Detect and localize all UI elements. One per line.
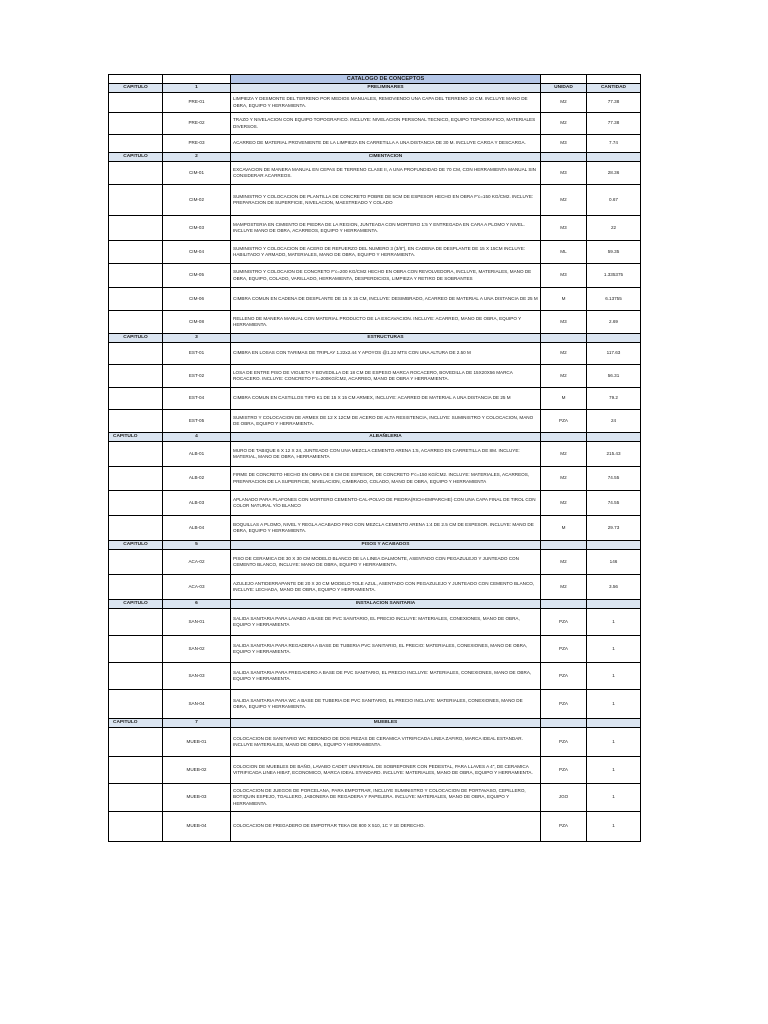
chapter-spacer-cell [109, 690, 163, 719]
chapter-number: 5 [163, 541, 231, 550]
concept-unit: M2 [541, 365, 587, 388]
chapter-spacer-cell [109, 663, 163, 690]
table-row [109, 388, 641, 410]
concept-code: MUEB-02 [163, 757, 231, 784]
column-header-blank [541, 719, 587, 728]
concept-code: CIM-02 [163, 185, 231, 216]
concept-unit: M [541, 516, 587, 541]
chapter-spacer-cell [109, 93, 163, 113]
chapter-spacer-cell [109, 575, 163, 600]
column-header-blank [587, 433, 641, 442]
chapter-header-row [109, 84, 641, 93]
table-row [109, 636, 641, 663]
concept-unit: PZA [541, 812, 587, 842]
chapter-number: 2 [163, 153, 231, 162]
concept-quantity: 22 [587, 216, 641, 241]
concept-description: ACARREO DE MATERIAL PROVENIENTE DE LA LIMPIEZA EN CARRETILLA A UNA DISTANCIA DE 30 M. INCLUYE CARGA Y DESCARGA. [231, 135, 541, 153]
concept-code: PRE-02 [163, 113, 231, 135]
concept-unit: PZA [541, 663, 587, 690]
concept-unit: M2 [541, 467, 587, 491]
chapter-spacer-cell [109, 113, 163, 135]
chapter-header-row [109, 541, 641, 550]
concept-unit: M2 [541, 343, 587, 365]
concept-description: LOSA DE ENTRE PISO DE VIGUETA Y BOVEDILLA DE 18 CM DE ESPESO MARCA ROCACERO, BOVEDILLA DE 15X20X56 MARCA ROCACERO. INCLUYE: CONCRETO F'c=200KG/CM2, ACARREO, MANO DE OBRA Y HERRAMIENTA. [231, 365, 541, 388]
concept-unit: M2 [541, 550, 587, 575]
chapter-number: 3 [163, 334, 231, 343]
concept-description: SUMINISTRO Y COLOCACION DE ACERO DE REFUERZO DEL NUMERO 3 (3/8"), EN CADENA DE DESPLANTE DE 15 X 15CM INCLUYE: HABILITADO Y ARMADO, MATERIALES, MANO DE OBRA, EQUIPO Y HERRAMIENTA. [231, 241, 541, 264]
concept-unit: PZA [541, 757, 587, 784]
chapter-spacer-cell [109, 636, 163, 663]
concept-quantity: 74.55 [587, 491, 641, 516]
chapter-spacer-cell [109, 162, 163, 185]
concept-quantity: 77.38 [587, 113, 641, 135]
concept-description: PISO DE CERAMICA DE 30 X 30 CM MODELO BLANCO DE LA LINEA DALMONTE, ASENTADO CON PEGAZULEJO Y JUNTEADO CON CEMENTO BLANCO, INCLUYE: MANO DE OBRA, EQUIPO Y HERRAMIENTA. [231, 550, 541, 575]
concept-quantity: 59.35 [587, 241, 641, 264]
column-header-unidad: UNIDAD [541, 84, 587, 93]
concept-quantity: 1 [587, 757, 641, 784]
chapter-header-row [109, 433, 641, 442]
table-row [109, 784, 641, 812]
chapter-spacer-cell [109, 410, 163, 433]
concept-unit: ML [541, 241, 587, 264]
concept-quantity: 79.2 [587, 388, 641, 410]
concept-quantity: 117.63 [587, 343, 641, 365]
concept-description: COLOCACION DE FREGADERO DE EMPOTRAR TEKA DE 800 X 510, 1C Y 1E DERECHO. [231, 812, 541, 842]
concept-unit: PZA [541, 410, 587, 433]
table-row [109, 410, 641, 433]
table-row [109, 757, 641, 784]
concept-code: CIM-04 [163, 241, 231, 264]
concept-quantity: 1 [587, 636, 641, 663]
title-row [109, 75, 641, 84]
table-row [109, 550, 641, 575]
concept-code: ACA-02 [163, 550, 231, 575]
concept-code: EST-04 [163, 388, 231, 410]
concept-unit: M3 [541, 311, 587, 334]
table-row [109, 113, 641, 135]
concept-quantity: 6.13755 [587, 288, 641, 311]
concept-description: SUMINISTRO Y COLOCAION DE CONCRETO F'c=200 KG/CM2 HECHO EN OBRA CON REVOLVEDORA, INCLUYE, MATERIALES, MANO DE OBRA, EQUIPO, COLADO, VARILLADO, HERRAMIENTA, DESPERDICIOS, LIMPIEZA Y RETIRO DE SOBRANTES [231, 264, 541, 288]
chapter-number: 6 [163, 600, 231, 609]
concept-quantity: 1 [587, 784, 641, 812]
concept-description: CIMBRA EN LOSAS CON TARIMAS DE TRIPLAY 1.22x2.44 Y APOYOS @1.22 MTS CON UNA ALTURA DE 2.50 M [231, 343, 541, 365]
concept-quantity: 0.67 [587, 185, 641, 216]
concept-code: PRE-01 [163, 93, 231, 113]
chapter-label: CAPITULO [109, 153, 163, 162]
chapter-header-row [109, 153, 641, 162]
table-row [109, 609, 641, 636]
table-row [109, 467, 641, 491]
chapter-name: PISOS Y ACABADOS [231, 541, 541, 550]
concept-description: SALIDA SANITARIA PARA REGADERA A BASE DE TUBERIA PVC SANITARIO, EL PRECIO: MATERIALES, CONEXIONES, MANO DE OBRA, EQUIPO Y HERRAMIENTA. [231, 636, 541, 663]
concept-description: AZULEJO ANTIDERRAPANTE DE 20 X 20 CM MODELO TOLE AZUL, ASENTADO CON PEGAZULEJO Y JUNTEADO CON CEMENTO BLANCO, INCLUYE: LECHADA, MANO DE OBRA, EQUIPO Y HERRAMIENTA. [231, 575, 541, 600]
concept-code: MUEB-03 [163, 784, 231, 812]
column-header-blank [541, 334, 587, 343]
table-row [109, 663, 641, 690]
concept-description: EXCAVACION DE MANERA MANUAL EN CEPAS DE TERRENO CLASE II, A UNA PROFUNDIDAD DE 70 CM, CON HERRAMIENTA MANUAL SIN CONSIDERAR ACARREOS. [231, 162, 541, 185]
concept-unit: M2 [541, 113, 587, 135]
table-row [109, 162, 641, 185]
concept-description: TRAZO Y NIVELACION CON EQUIPO TOPOGRAFICO. INCLUYE: NIVELACION PERSONAL TECNICO, EQUIPO TOPOGRAFICO, MATERIALES DIVERSOS. [231, 113, 541, 135]
concept-unit: M3 [541, 216, 587, 241]
table-row [109, 135, 641, 153]
column-header-blank [541, 541, 587, 550]
table-row [109, 728, 641, 757]
concept-code: EST-02 [163, 365, 231, 388]
concept-catalog-sheet [108, 74, 640, 842]
concept-code: ALB-02 [163, 467, 231, 491]
column-header-blank [587, 541, 641, 550]
chapter-spacer-cell [109, 609, 163, 636]
concept-unit: M2 [541, 93, 587, 113]
chapter-spacer-cell [109, 442, 163, 467]
concept-description: MURO DE TABIQUE 6 X 12 X 24, JUNTEADO CON UNA MEZCLA CEMENTO ARENA 1:5, ACARREO EN CARRETILLA DE 8M. INCLUYE: MATERIAL, MANO DE OBRA, HERRAMIENTA [231, 442, 541, 467]
concept-description: SALIDA SANITARIA PARA FREGADERO A BASE DE PVC SANITARIO, EL PRECIO INCLUYE: MATERIALES, CONEXIONES, MANO DE OBRA, EQUIPO Y HERRAMIENTA. [231, 663, 541, 690]
concept-code: MUEB-01 [163, 728, 231, 757]
concept-code: SAN-03 [163, 663, 231, 690]
concept-code: CIM-05 [163, 264, 231, 288]
chapter-spacer-cell [109, 185, 163, 216]
catalog-title: CATALOGO DE CONCEPTOS [231, 75, 541, 84]
concept-code: SAN-04 [163, 690, 231, 719]
chapter-name: ALBAÑILERIA [231, 433, 541, 442]
concept-description: CIMBRA COMUN EN CASTILLOS TIPO K1 DE 15 X 15 CM ARMEX, INCLUYE: ACARREO DE MATERIAL A UNA DISTANCIA DE 25 M [231, 388, 541, 410]
concept-description: COLOCION DE MUEBLES DE BAÑO, LAVABO CADET UNIVERSAL DE SOBREPONER CON PEDESTAL, PARA LLAVES A 4", DE CERAMICA VITRIFICADA LINEA HIBAT, ECONOMICO, MARCA IDEAL STANDARD. INCLUYE: MATERIALES, MANO DE OBRA, EQUIPO Y HERRAMIENTA. [231, 757, 541, 784]
table-row [109, 516, 641, 541]
chapter-name: MUEBLES [231, 719, 541, 728]
column-header-cantidad: CANTIDAD [587, 84, 641, 93]
column-header-blank [587, 719, 641, 728]
table-row [109, 812, 641, 842]
concept-description: BOQUILLAS A PLOMO, NIVEL Y REGLA ACABADO FINO CON MEZCLA CEMENTO ARENA 1:4 DE 2.5 CM DE ESPESOR. INCLUYE: MANO DE OBRA, EQUIPO Y HERRAMIENTA. [231, 516, 541, 541]
chapter-number: 7 [163, 719, 231, 728]
concept-description: COLOCACION DE JUEGOS DE PORCELANA, PARA EMPOTRAR, INCLUYE SUMINISTRO Y COLOCACION DE PORTAVASO, CEPILLERO, BOTIQUIN ESPEJO, TOALLERO, JABONERA DE REGADERA Y PAPELERA. INCLUYE: MATERIALES, MANO DE OBRA, EQUIPO Y HERRAMIENTA. [231, 784, 541, 812]
concept-description: LIMPIEZA Y DESMONTE DEL TERRENO POR MEDIOS MANUALES, REMOVIENDO UNA CAPA DEL TERRENO 10 CM. INCLUYE MANO DE OBRA, EQUIPO Y HERRAMIENTA. [231, 93, 541, 113]
chapter-name: CIMENTACION [231, 153, 541, 162]
concept-code: SAN-02 [163, 636, 231, 663]
column-header-blank [587, 334, 641, 343]
concept-quantity: 28.36 [587, 162, 641, 185]
concept-description: SALIDA SANITARIA PARA WC A BASE DE TUBERIA DE PVC SANITARIO, EL PRECIO INCLUYE: MATERIALES, CONEXIONES, MANO DE OBRA, EQUIPO Y HERRAMIENTA. [231, 690, 541, 719]
table-row [109, 343, 641, 365]
chapter-spacer-cell [109, 311, 163, 334]
concept-quantity: 1 [587, 728, 641, 757]
chapter-spacer-cell [109, 550, 163, 575]
concept-quantity: 56.31 [587, 365, 641, 388]
chapter-name: PRELIMINARES [231, 84, 541, 93]
concept-unit: PZA [541, 636, 587, 663]
chapter-spacer-cell [109, 728, 163, 757]
concept-code: CIM-03 [163, 216, 231, 241]
concept-unit: PZA [541, 690, 587, 719]
concept-unit: PZA [541, 728, 587, 757]
table-row [109, 575, 641, 600]
concept-code: MUEB-04 [163, 812, 231, 842]
table-row [109, 241, 641, 264]
chapter-label: CAPITULO [109, 334, 163, 343]
concept-code: CIM-06 [163, 288, 231, 311]
concept-code: SAN-01 [163, 609, 231, 636]
chapter-header-row [109, 334, 641, 343]
chapter-number: 4 [163, 433, 231, 442]
concept-unit: M [541, 288, 587, 311]
concept-unit: M3 [541, 135, 587, 153]
chapter-name: INSTALACION SANITARIA [231, 600, 541, 609]
concept-quantity: 1 [587, 690, 641, 719]
table-row [109, 288, 641, 311]
concept-quantity: 1 [587, 663, 641, 690]
concept-quantity: 1.335375 [587, 264, 641, 288]
table-row [109, 365, 641, 388]
chapter-spacer-cell [109, 241, 163, 264]
concept-description: FIRME DE CONCRETO HECHO EN OBRA DE 8 CM DE ESPESOR, DE CONCRETO F'c=150 KG/CM2. INCLUYE: MATERIALES, ACARREOS, PREPARACION DE LA SUPERFICIE, NIVELACION, CIMBRADO, COLADO, MANO DE OBRA, EQUIPO Y HERRAMIENTA [231, 467, 541, 491]
concept-unit: JGO [541, 784, 587, 812]
table-row [109, 690, 641, 719]
table-row [109, 491, 641, 516]
concept-description: APLANADO PARA PLAFONES CON MORTERO CEMENTO-CAL-POLVO DE PIEDRA(RICH-EMPARCHE) CON UNA CAPA FINAL DE TIROL CON COLOR NATURAL Y/O BLANCO [231, 491, 541, 516]
concept-code: EST-01 [163, 343, 231, 365]
concept-unit: M2 [541, 491, 587, 516]
table-row [109, 216, 641, 241]
concept-unit: PZA [541, 609, 587, 636]
column-header-blank [587, 153, 641, 162]
column-header-blank [541, 600, 587, 609]
concept-description: RELLENO DE MANERA MANUAL CON MATERIAL PRODUCTO DE LA EXCAVACION. INCLUYE: ACARREO, MANO DE OBRA, EQUIPO Y HERRAMIENTA. [231, 311, 541, 334]
concept-code: ALB-03 [163, 491, 231, 516]
concept-quantity: 2.69 [587, 311, 641, 334]
concept-quantity: 1 [587, 609, 641, 636]
concept-quantity: 215.43 [587, 442, 641, 467]
chapter-spacer-cell [109, 264, 163, 288]
concept-code: ACA-03 [163, 575, 231, 600]
chapter-number: 1 [163, 84, 231, 93]
chapter-label: CAPITULO [109, 84, 163, 93]
table-row [109, 311, 641, 334]
concept-unit: M [541, 388, 587, 410]
concept-description: MAMPOSTERIA EN CIMIENTO DE PIEDRA DE LA REGION, JUNTEADA CON MORTERO 1:5 Y ENTREGADA EN CARA A PLOMO Y NIVEL. INCLUYE MANO DE OBRA, ACARREOS, EQUIPO Y HERRAMIENTA. [231, 216, 541, 241]
table-row [109, 264, 641, 288]
column-header-blank [587, 600, 641, 609]
chapter-spacer-cell [109, 757, 163, 784]
concept-quantity: 1 [587, 812, 641, 842]
concept-code: ALB-01 [163, 442, 231, 467]
table-row [109, 442, 641, 467]
concept-code: CIM-01 [163, 162, 231, 185]
chapter-spacer-cell [109, 288, 163, 311]
chapter-label: CAPITULO [109, 600, 163, 609]
chapter-spacer-cell [109, 135, 163, 153]
chapter-spacer-cell [109, 388, 163, 410]
concept-code: PRE-03 [163, 135, 231, 153]
concept-description: SALIDA SANITARIA PARA LAVABO A BASE DE PVC SANITARIO, EL PRECIO INCLUYE: MATERIALES, CONEXIONES, MANO DE OBRA, EQUIPO Y HERRAMIENTA [231, 609, 541, 636]
concept-quantity: 77.38 [587, 93, 641, 113]
chapter-spacer-cell [109, 467, 163, 491]
concept-quantity: 7.74 [587, 135, 641, 153]
column-header-blank [541, 153, 587, 162]
concept-description: CIMBRA COMUN EN CADENA DE DESPLANTE DE 15 X 15 CM, INCLUYE: DESIMBRADO, ACARREO DE MATERIAL A UNA DISTANCIA DE 25 M [231, 288, 541, 311]
chapter-name: ESTRUCTURAS [231, 334, 541, 343]
concept-code: CIM-08 [163, 311, 231, 334]
concept-unit: M2 [541, 185, 587, 216]
concept-description: SUMISTRO Y COLOCACION DE ARMEX DE 12 X 12CM DE ACERO DE ALTA RESISTENCIA, INCLUYE: SUMINISTRO Y COLOCACION, MANO DE OBRA, EQUIPO Y HERRAMIENTA. [231, 410, 541, 433]
concept-quantity: 3.56 [587, 575, 641, 600]
concept-quantity: 146 [587, 550, 641, 575]
chapter-spacer-cell [109, 812, 163, 842]
chapter-header-row [109, 600, 641, 609]
chapter-spacer-cell [109, 365, 163, 388]
concept-unit: M3 [541, 162, 587, 185]
chapter-spacer-cell [109, 516, 163, 541]
chapter-spacer-cell [109, 343, 163, 365]
concept-code: ALB-04 [163, 516, 231, 541]
table-row [109, 93, 641, 113]
concept-description: SUMINISTRO Y COLOCACION DE PLANTILLA DE CONCRETO POBRE DE 5CM DE ESPESOR HECHO EN OBRA F'c=150 KG/CM2. INCLUYE: PREPARACION DE SUPERFICIE, NIVELACION, MAESTREADO Y COLADO [231, 185, 541, 216]
concept-quantity: 29.73 [587, 516, 641, 541]
chapter-label: CAPITULO [109, 433, 163, 442]
chapter-header-row [109, 719, 641, 728]
chapter-label: CAPITULO [109, 541, 163, 550]
chapter-spacer-cell [109, 216, 163, 241]
chapter-label: CAPITULO [109, 719, 163, 728]
concept-unit: M2 [541, 575, 587, 600]
concept-description: COLOCACION DE SANITARIO WC REDONDO DE DOS PIEZAS DE CERAMICA VITRIFICADA LINEA ZAFIRO, MARCA IDEAL ESTANDAR. INCLUYE MATERIALES, MANO DE OBRA, EQUIPO Y HERRAMIENTA. [231, 728, 541, 757]
chapter-spacer-cell [109, 491, 163, 516]
concept-unit: M2 [541, 442, 587, 467]
concept-quantity: 24 [587, 410, 641, 433]
concept-catalog-table [108, 74, 641, 842]
concept-quantity: 74.55 [587, 467, 641, 491]
chapter-spacer-cell [109, 784, 163, 812]
table-row [109, 185, 641, 216]
concept-unit: M3 [541, 264, 587, 288]
column-header-blank [541, 433, 587, 442]
concept-code: EST-05 [163, 410, 231, 433]
